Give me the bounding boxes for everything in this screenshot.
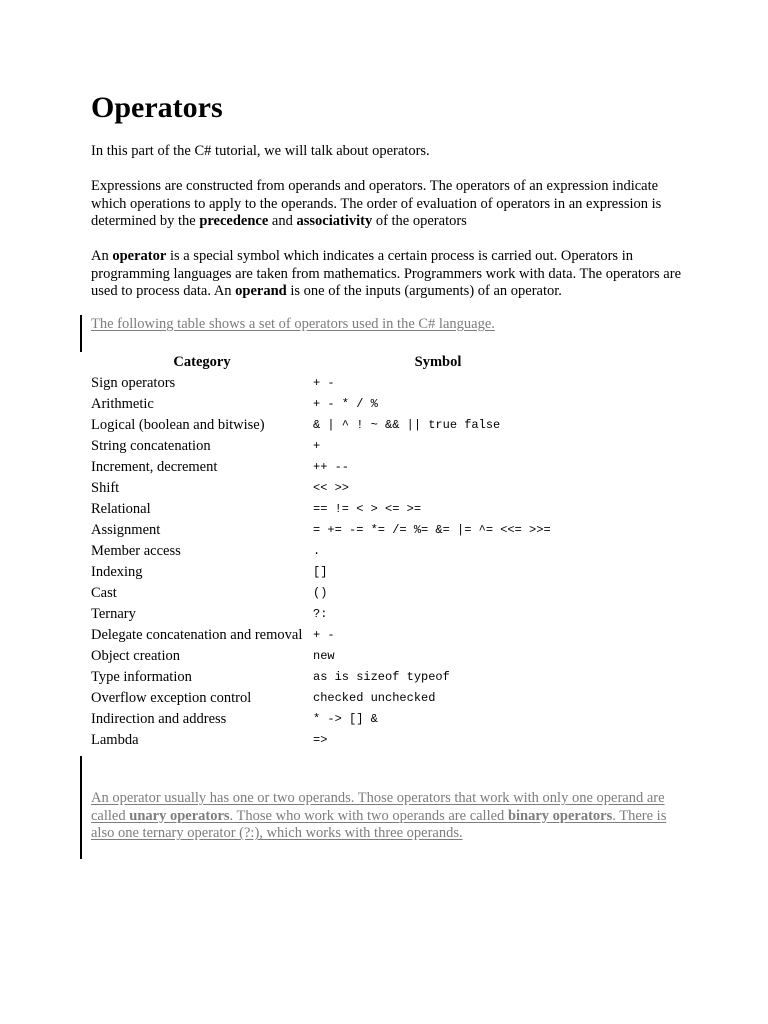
closing-text-1: An operator usually has one or two operands. Those operators that work with only one operand are called bbox=[91, 790, 665, 824]
symbol-cell: << >> bbox=[313, 481, 350, 495]
table-row bbox=[91, 688, 563, 709]
table-row bbox=[91, 562, 563, 583]
category-cell: Arithmetic bbox=[91, 396, 154, 412]
table-header-row bbox=[91, 352, 563, 373]
table-row bbox=[91, 415, 563, 436]
symbol-cell: + - bbox=[313, 628, 335, 642]
table-row bbox=[91, 436, 563, 457]
category-cell: Object creation bbox=[91, 648, 180, 664]
table-row bbox=[91, 520, 563, 541]
operand-term: operand bbox=[235, 283, 287, 299]
category-cell: Sign operators bbox=[91, 375, 176, 391]
change-bar bbox=[80, 315, 82, 352]
category-cell: Assignment bbox=[91, 522, 161, 538]
change-bar bbox=[80, 756, 82, 859]
category-cell: Logical (boolean and bitwise) bbox=[91, 417, 265, 433]
associativity-term: associativity bbox=[296, 213, 373, 229]
unary-operators-term: unary operators bbox=[129, 807, 230, 824]
operator-definition-paragraph bbox=[91, 248, 681, 301]
expressions-text-after: of the operators bbox=[372, 213, 467, 229]
closing-text-2: . Those who work with two operands are called bbox=[229, 807, 508, 824]
category-cell: Shift bbox=[91, 480, 120, 496]
operator-text-2: is a special symbol which indicates a certain process is carried out. Operators in programming languages are taken from mathematics. Programmers work with data. The operators are used to process data. An bbox=[91, 248, 682, 299]
table-row bbox=[91, 541, 563, 562]
table-row bbox=[91, 709, 563, 730]
table-intro-paragraph: The following table shows a set of operators used in the C# language. bbox=[91, 316, 495, 332]
table-row bbox=[91, 499, 563, 520]
binary-operators-term: binary operators bbox=[507, 807, 613, 824]
category-cell: Member access bbox=[91, 543, 181, 559]
table-row bbox=[91, 394, 563, 415]
symbol-cell: checked unchecked bbox=[313, 691, 436, 705]
symbol-cell: = += -= *= /= %= &= |= ^= <<= >>= bbox=[313, 523, 551, 537]
table-row bbox=[91, 457, 563, 478]
symbol-header: Symbol bbox=[414, 354, 462, 370]
category-cell: Increment, decrement bbox=[91, 459, 218, 475]
symbol-cell: as is sizeof typeof bbox=[313, 670, 450, 684]
operator-text-1: An bbox=[91, 248, 113, 264]
table-row bbox=[91, 667, 563, 688]
table-row bbox=[91, 373, 563, 394]
symbol-cell: => bbox=[313, 733, 328, 747]
symbol-cell: * -> [] & bbox=[313, 712, 378, 726]
category-cell: Lambda bbox=[91, 732, 139, 748]
symbol-cell: + bbox=[313, 439, 321, 453]
category-cell: Overflow exception control bbox=[91, 690, 252, 706]
table-row bbox=[91, 583, 563, 604]
symbol-cell: () bbox=[313, 586, 328, 600]
category-cell: String concatenation bbox=[91, 438, 211, 454]
symbol-cell: + - * / % bbox=[313, 397, 378, 411]
category-cell: Relational bbox=[91, 501, 151, 517]
table-row bbox=[91, 730, 563, 751]
expressions-paragraph bbox=[91, 178, 681, 231]
table-row bbox=[91, 604, 563, 625]
intro-paragraph: In this part of the C# tutorial, we will talk about operators. bbox=[91, 143, 430, 159]
symbol-cell: ?: bbox=[313, 607, 328, 621]
symbol-cell: + - bbox=[313, 376, 335, 390]
symbol-cell: . bbox=[313, 544, 321, 558]
symbol-cell: [] bbox=[313, 565, 328, 579]
category-cell: Ternary bbox=[91, 606, 136, 622]
table-row bbox=[91, 625, 563, 646]
category-cell: Cast bbox=[91, 585, 117, 601]
table-row bbox=[91, 646, 563, 667]
category-cell: Indexing bbox=[91, 564, 143, 580]
symbol-cell: == != < > <= >= bbox=[313, 502, 422, 516]
page-title: Operators bbox=[91, 91, 223, 124]
closing-text-3: . There is also one ternary operator (?:), which works with three operands. bbox=[91, 807, 667, 841]
symbol-cell: & | ^ ! ~ && || true false bbox=[313, 418, 501, 432]
symbol-cell: ++ -- bbox=[313, 460, 350, 474]
category-cell: Indirection and address bbox=[91, 711, 227, 727]
expressions-text-before: Expressions are constructed from operands and operators. The operators of an expression indicate which operations to apply to the operands. The order of evaluation of operators in an expression is determined by the bbox=[91, 178, 662, 229]
operators-table bbox=[91, 352, 563, 751]
operator-term: operator bbox=[112, 248, 167, 264]
operator-text-3: is one of the inputs (arguments) of an operator. bbox=[286, 283, 562, 299]
symbol-cell: new bbox=[313, 649, 335, 663]
table-row bbox=[91, 478, 563, 499]
category-cell: Type information bbox=[91, 669, 192, 685]
category-cell: Delegate concatenation and removal bbox=[91, 627, 303, 643]
precedence-term: precedence bbox=[199, 213, 269, 229]
category-header: Category bbox=[173, 354, 231, 370]
closing-paragraph bbox=[91, 790, 691, 843]
expressions-text-middle: and bbox=[268, 213, 297, 229]
